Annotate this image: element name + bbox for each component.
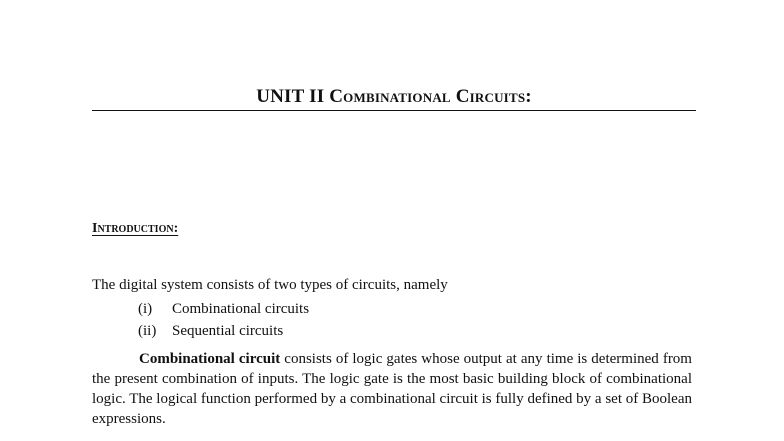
intro-text: The digital system consists of two types of circuits, namely bbox=[92, 277, 448, 293]
list-item-text: Sequential circuits bbox=[172, 323, 284, 339]
circuit-type-list bbox=[138, 298, 309, 342]
list-item bbox=[138, 298, 309, 320]
section-heading: Introduction: bbox=[92, 221, 179, 236]
list-item bbox=[138, 320, 309, 342]
list-marker: (i) bbox=[138, 301, 153, 317]
paragraph-body: consists of logic gates whose output at any time is determined from the present combination of inputs. The logic gate is the most basic building block of combinational logic. The logical function performed by a combinational circuit is fully defined by a set of Boolean expressions. bbox=[92, 351, 692, 427]
list-marker: (ii) bbox=[138, 323, 157, 339]
page-title: UNIT II Combinational Circuits: bbox=[256, 86, 532, 107]
definition-paragraph bbox=[92, 349, 692, 429]
list-item-text: Combinational circuits bbox=[172, 301, 310, 317]
bold-term: Combinational circuit bbox=[139, 351, 281, 367]
title-block bbox=[92, 86, 696, 111]
